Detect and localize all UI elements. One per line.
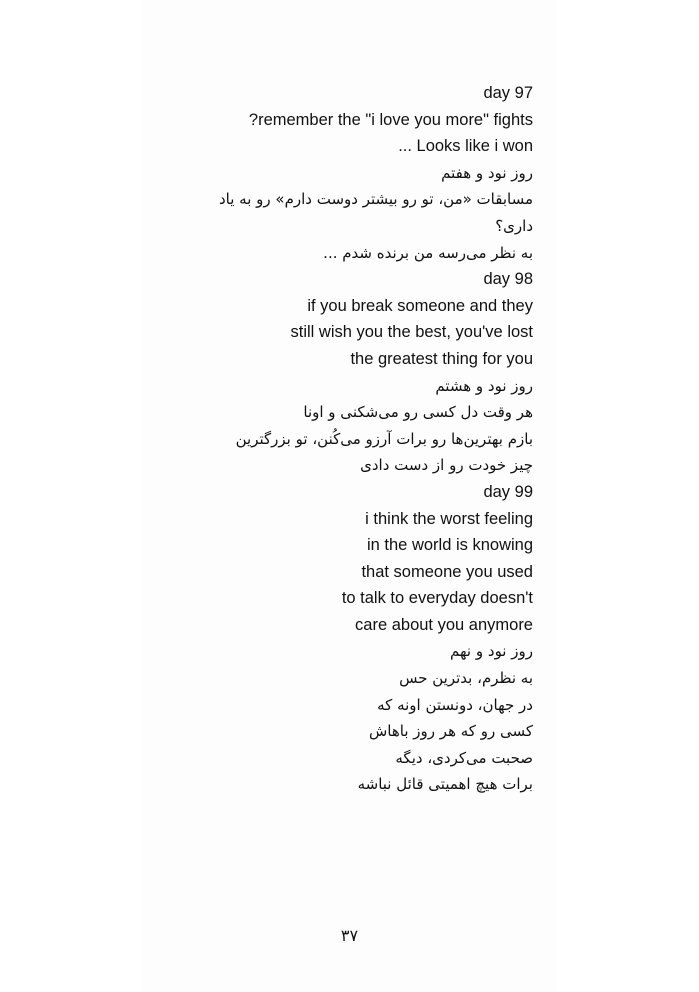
text-block: [150, 80, 533, 798]
persian-text-line: صحبت می‌کردی، دیگه: [395, 748, 533, 767]
english-text-line: in the world is knowing: [367, 536, 533, 555]
english-text-line: ?remember the "i love you more" fights: [248, 110, 533, 129]
english-text-line: ... Looks like i won: [398, 137, 533, 156]
persian-text-line: روز نود و هفتم: [441, 163, 533, 182]
persian-text-line: داری؟: [495, 216, 533, 235]
english-text-line: still wish you the best, you've lost: [290, 323, 533, 342]
persian-text-line: کسی رو که هر روز باهاش: [369, 722, 533, 741]
page-number: ۳۷: [340, 926, 359, 945]
english-text-line: day 98: [483, 270, 533, 289]
persian-text-line: برات هیچ اهمیتی قائل نباشه: [357, 775, 533, 794]
english-text-line: day 99: [483, 482, 533, 501]
english-text-line: that someone you used: [361, 562, 533, 581]
english-text-line: to talk to everyday doesn't: [341, 589, 533, 608]
persian-text-line: چیز خودت رو از دست دادی: [360, 456, 533, 475]
persian-text-line: در جهان، دونستن اونه که: [377, 695, 533, 714]
persian-text-line: به نظرم، بدترین حس: [399, 669, 533, 688]
english-text-line: the greatest thing for you: [350, 349, 533, 368]
english-text-line: if you break someone and they: [307, 296, 533, 315]
persian-text-line: مسابقات «من، تو رو بیشتر دوست دارم» رو به یاد: [218, 190, 533, 209]
english-text-line: i think the worst feeling: [365, 509, 533, 528]
persian-text-line: روز نود و هشتم: [435, 376, 533, 395]
persian-text-line: هر وقت دل کسی رو می‌شکنی و اونا: [303, 403, 533, 422]
english-text-line: day 97: [483, 84, 533, 102]
persian-text-line: روز نود و نهم: [450, 642, 533, 661]
persian-text-line: بازم بهترین‌ها رو برات آرزو می‌کُنن، تو بزرگترین: [235, 429, 533, 448]
persian-text-line: به نظر می‌رسه من برنده شدم ...: [323, 243, 533, 262]
english-text-line: care about you anymore: [355, 615, 533, 634]
